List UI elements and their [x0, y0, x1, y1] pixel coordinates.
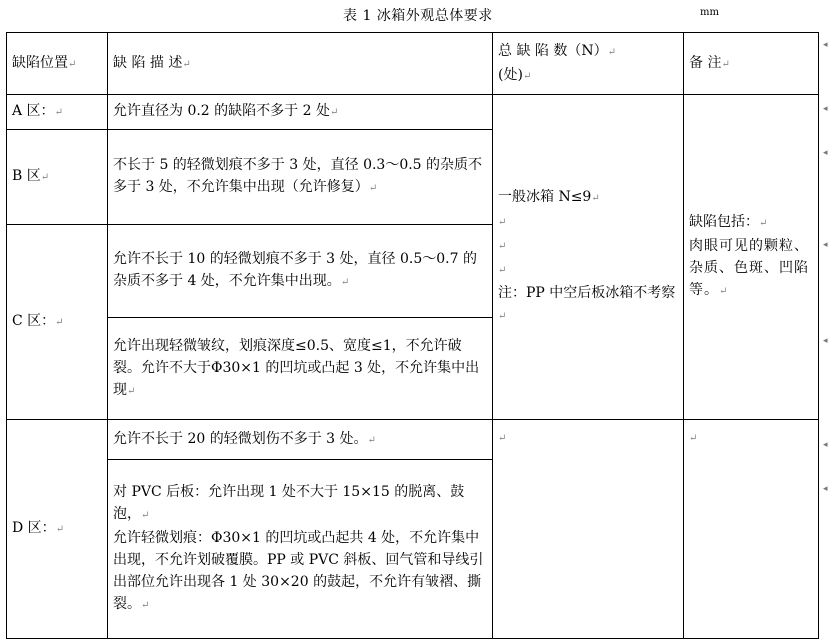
description-d2: 对 PVC 后板：允许出现 1 处不大于 15×15 的脱离、鼓泡，↵ 允许轻微划痕：Φ30×1 的凹坑或凸起共 4 处，不允许集中出现，不允许划破覆膜。PP 或 PVC 斜板、回气管和导线引出部位允许出现各 1 处 30×20 的鼓起，不允许有皱褶、撕裂。↵	[108, 460, 493, 639]
count-cell-d: ↵	[493, 420, 684, 639]
remark-cell-d: ↵	[684, 420, 819, 639]
header-description: 缺 陷 描 述↵	[108, 33, 493, 95]
remark-cell: 缺陷包括：↵ 肉眼可见的颗粒、杂质、色斑、凹陷等。↵	[684, 95, 819, 420]
header-count: 总 缺 陷 数（N）↵ (处)↵	[493, 33, 684, 95]
header-remark: 备 注↵	[684, 33, 819, 95]
requirements-table	[6, 32, 819, 639]
description-d1: 允许不长于 20 的轻微划伤不多于 3 处。↵	[108, 420, 493, 460]
count-cell: 一般冰箱 N≤9↵ ↵ ↵ ↵ 注：PP 中空后板冰箱不考察↵	[493, 95, 684, 420]
row-mark: ◂	[823, 484, 828, 494]
description-b: 不长于 5 的轻微划痕不多于 3 处，直径 0.3～0.5 的杂质不多于 3 处，不允许集中出现（允许修复）↵	[108, 130, 493, 225]
table-caption	[0, 3, 830, 25]
zone-c: C 区：↵	[7, 225, 108, 420]
row-mark: ◂	[823, 104, 828, 114]
row-mark: ◂	[823, 148, 828, 158]
header-position: 缺陷位置↵	[7, 33, 108, 95]
zone-d: D 区：↵	[7, 420, 108, 639]
table-row-a	[7, 95, 819, 130]
table-title: 表 1 冰箱外观总体要求	[343, 8, 493, 24]
row-mark: ◂	[823, 336, 828, 346]
table-row-d1	[7, 420, 819, 460]
row-mark: ◂	[823, 40, 828, 50]
row-mark: ◂	[823, 240, 828, 250]
count-note: 注：PP 中空后板冰箱不考察↵	[498, 285, 676, 322]
zone-a: A 区：↵	[7, 95, 108, 130]
description-c2: 允许出现轻微皱纹，划痕深度≤0.5、宽度≤1，不允许破裂。允许不大于Φ30×1 的凹坑或凸起 3 处，不允许集中出现↵	[108, 318, 493, 420]
zone-b: B 区↵	[7, 130, 108, 225]
description-c1: 允许不长于 10 的轻微划痕不多于 3 处，直径 0.5～0.7 的杂质不多于 4 处，不允许集中出现。↵	[108, 225, 493, 318]
row-mark: ◂	[823, 440, 828, 450]
header-row	[7, 33, 819, 95]
description-a: 允许直径为 0.2 的缺陷不多于 2 处↵	[108, 95, 493, 130]
unit-label: mm	[700, 7, 719, 18]
